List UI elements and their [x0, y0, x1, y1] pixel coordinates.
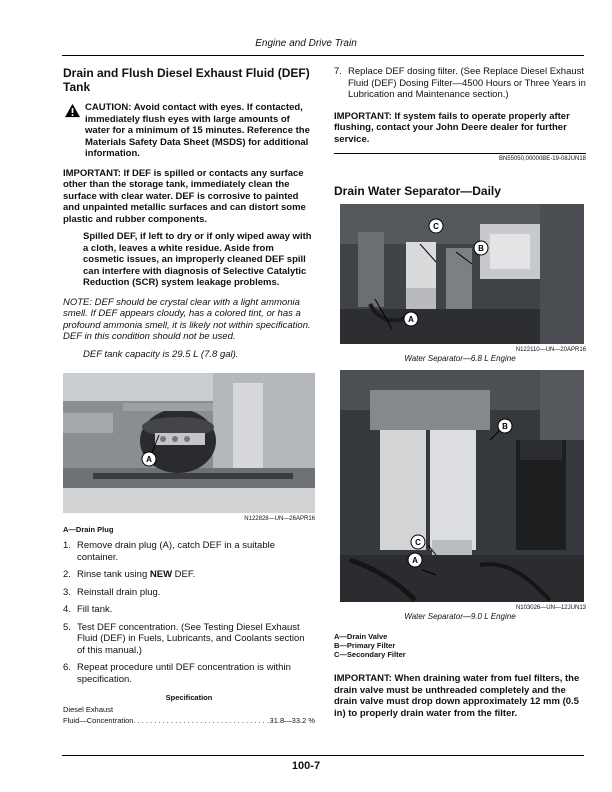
svg-text:B: B [478, 244, 484, 253]
header-rule [62, 55, 584, 56]
def-figure-ref-code: N122828—UN—26APR16 [244, 516, 315, 522]
legend-item-b: B—Primary Filter [334, 641, 396, 650]
step-2: 2. Rinse tank using NEW DEF. [63, 569, 196, 580]
doc-id: BN55050,00000BE-19-08JUN18 [498, 156, 586, 162]
important-para-1: If DEF is spilled or contacts any surface other than the storage tank, immediately clean the surface with clear water. DEF is corrosive to painted and unpainted metallic surfaces and can distort some plastic and rubber components. [63, 167, 306, 225]
callout-b-fig2 [498, 419, 512, 433]
step-6: 6. Repeat procedure until DEF concentration is within specification. [63, 662, 291, 685]
spec-label: Fluid—Concentration [63, 716, 134, 725]
water-separator-legend [334, 632, 586, 659]
step-3: 3. Reinstall drain plug. [63, 586, 161, 598]
spec-heading: Specification [165, 693, 213, 702]
callout-c-fig1 [429, 219, 443, 233]
important-lead: IMPORTANT: [63, 167, 121, 179]
svg-text:A: A [408, 315, 414, 324]
running-head: Engine and Drive Train [255, 38, 357, 49]
important-block-def [63, 168, 315, 289]
callout-c-fig2 [411, 535, 425, 549]
caution-text: CAUTION: Avoid contact with eyes. If contacted, immediately flush eyes with large amounts of water for a minimum of 15 minutes. Reference the Materials Safety Data Sheet (MSDS) for additional information. [85, 102, 310, 159]
left-column [63, 66, 315, 726]
callout-a-fig2 [408, 553, 422, 567]
warning-triangle-icon [64, 103, 81, 118]
note-lead: NOTE: [63, 296, 93, 308]
important-lead-3: IMPORTANT: [334, 673, 392, 684]
note-para-2: DEF tank capacity is 29.5 L (7.8 gal). [83, 348, 239, 360]
def-figure-legend: A—Drain Plug [63, 525, 114, 534]
step-5: 5. Test DEF concentration. (See Testing Diesel Exhaust Fluid (DEF) in Fuels, Lubricants, and Coolants section of this manual.) [63, 621, 305, 656]
svg-text:B: B [502, 422, 508, 431]
fig2-ref-code: N103026—UN—12JUN13 [515, 605, 586, 611]
svg-text:A: A [146, 455, 152, 464]
important-para-2: Spilled DEF, if left to dry or if only wiped away with a cloth, leaves a white residue. Aside from cosmetic issues, an improperly cleaned DEF spill can interfere with diagnosis of Selective Catalytic Reduction (SCR) system leakage problems. [83, 231, 312, 288]
svg-text:A: A [412, 556, 418, 565]
def-tank-photo [63, 373, 315, 513]
important-text-2: If system fails to operate properly after flushing, contact your John Deere dealer for further service. [334, 110, 570, 145]
section-title-water-separator: Drain Water Separator—Daily [334, 184, 501, 198]
important-lead-2: IMPORTANT: [334, 110, 392, 122]
callout-a-def [142, 452, 156, 466]
fig1-ref-code: N122110—UN—20APR16 [515, 347, 586, 353]
svg-text:C: C [433, 222, 439, 231]
fig2-caption: Water Separator—9.0 L Engine [404, 612, 516, 621]
important-block-drain [334, 673, 586, 719]
spec-value: 31.8—33.2 % [269, 716, 315, 725]
water-separator-6-8-photo [340, 204, 584, 344]
legend-item-c: C—Secondary Filter [334, 650, 406, 659]
water-separator-9-0-photo [340, 370, 584, 602]
caution-block [63, 102, 315, 160]
important-text-3: When draining water from fuel filters, the drain valve must be unthreaded completely and the drain valve must drop down approximately 12 mm (0.5 in) to properly drain water from the filter. [334, 673, 580, 719]
step-4: 4. Fill tank. [63, 604, 113, 615]
callout-a-fig1 [404, 312, 418, 326]
step-7: 7. Replace DEF dosing filter. (See Replace Diesel Exhaust Fluid (DEF) Dosing Filter—4500 Hours or Three Years in Lubrication and Maintenance section.) [334, 66, 586, 100]
section-divider [334, 153, 586, 154]
callout-b-fig1 [474, 241, 488, 255]
fig1-caption: Water Separator—6.8 L Engine [404, 354, 516, 363]
step-1: 1. Remove drain plug (A), catch DEF in a suitable container. [63, 540, 276, 563]
legend-item-a: A—Drain Valve [334, 632, 388, 641]
note-para-1: DEF should be crystal clear with a light ammonia smell. If DEF appears cloudy, has a colored tint, or has a profound ammonia smell, it is likely not within specification. DEF in this condition should not be used. [63, 296, 311, 342]
def-steps-continued [334, 66, 586, 101]
right-column [334, 66, 586, 719]
section-title-def: Drain and Flush Diesel Exhaust Fluid (DEF) Tank [63, 66, 310, 94]
footer-rule [62, 755, 584, 756]
def-steps-list [63, 540, 315, 685]
spec-row [63, 715, 315, 726]
spec-leader-dots [133, 715, 269, 726]
spec-line-1: Diesel Exhaust [63, 705, 114, 714]
important-block-service [334, 111, 586, 146]
svg-text:C: C [415, 538, 421, 547]
note-block [63, 297, 315, 361]
page-number: 100-7 [291, 760, 321, 772]
